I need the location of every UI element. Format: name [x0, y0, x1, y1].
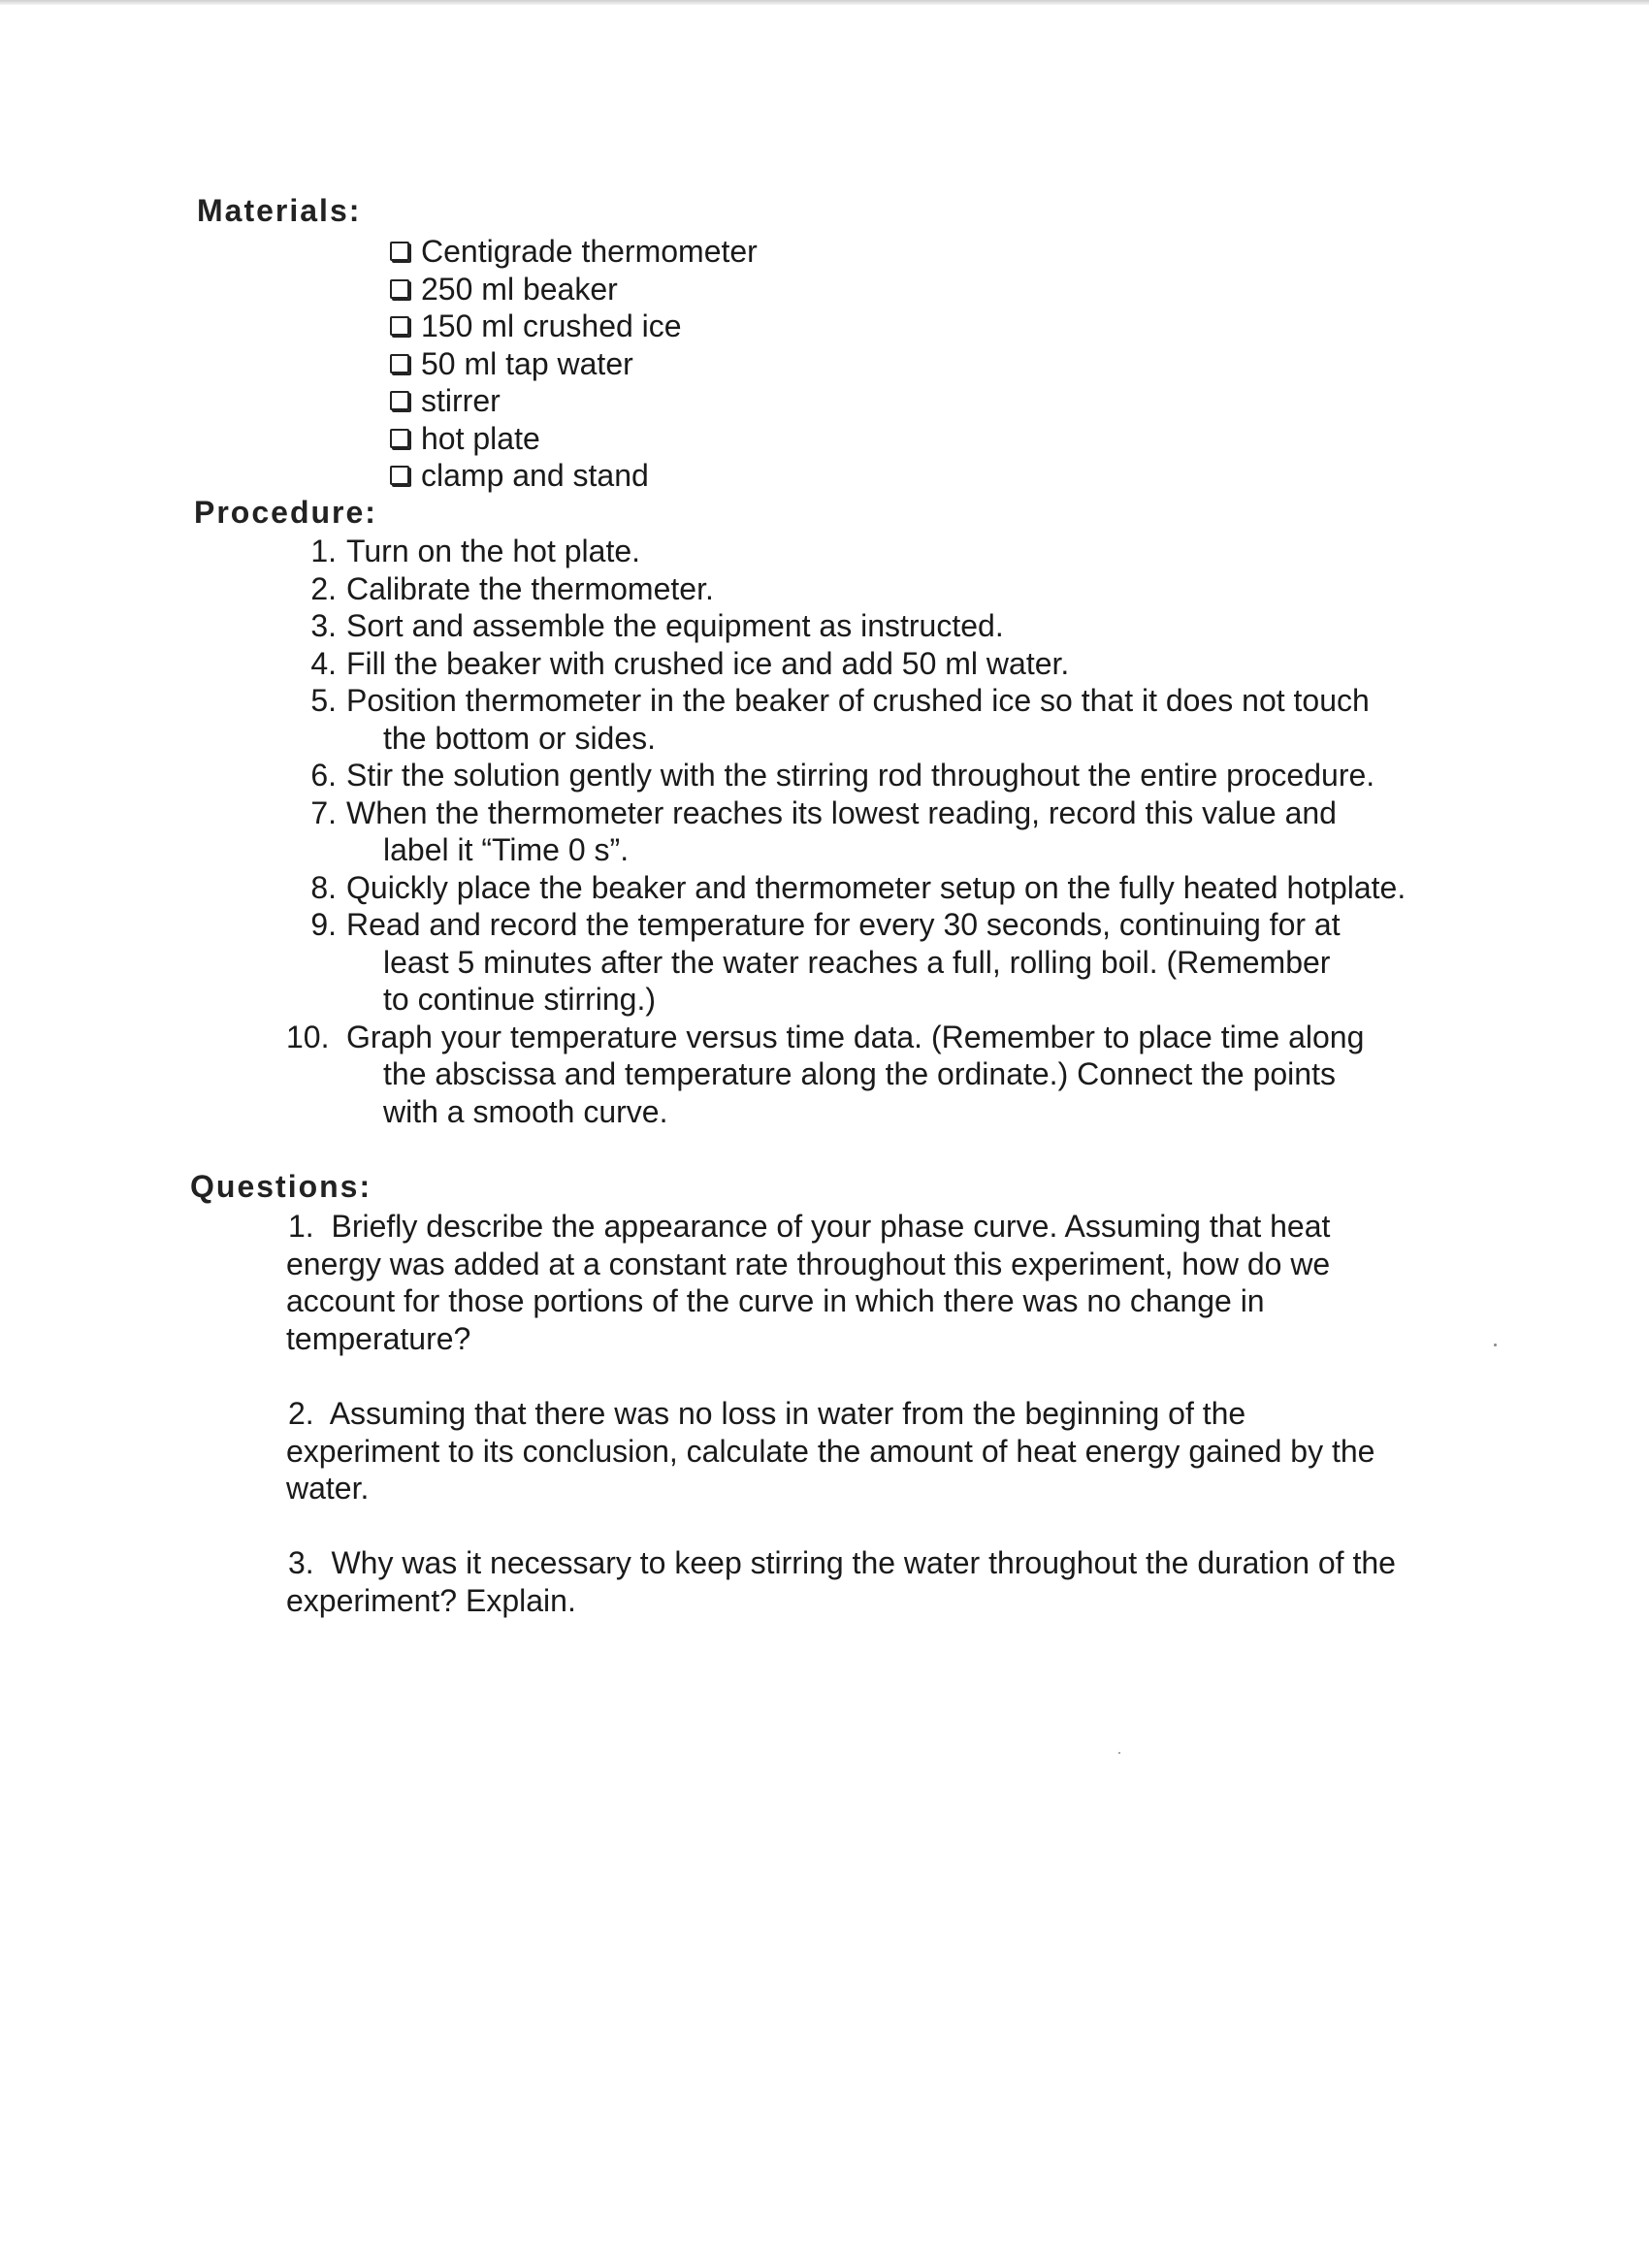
step-text: Turn on the hot plate.: [346, 534, 641, 568]
question-text: Briefly describe the appearance of your phase curve. Assuming that heat: [331, 1209, 1331, 1244]
procedure-heading: Procedure:: [194, 495, 377, 530]
material-label: 50 ml tap water: [421, 345, 633, 381]
step-text-continued: with a smooth curve.: [383, 1093, 668, 1129]
material-item: [390, 457, 758, 495]
step-text: When the thermometer reaches its lowest reading, record this value and: [346, 794, 1337, 830]
question-number: 2.: [288, 1396, 314, 1431]
step-text: Graph your temperature versus time data. (Remember to place time along: [346, 1019, 1365, 1054]
step-text: Calibrate the thermometer.: [346, 570, 714, 606]
material-item: [390, 420, 758, 458]
procedure-step: [286, 570, 1406, 608]
procedure-step: [286, 682, 1406, 757]
checkbox-icon: [390, 279, 409, 299]
step-number: 8.: [310, 869, 337, 905]
checkbox-icon: [390, 354, 409, 373]
questions-heading: Questions:: [190, 1169, 372, 1204]
question-item: [286, 1544, 1396, 1619]
question-text-continued: energy was added at a constant rate throughout this experiment, how do we: [286, 1246, 1331, 1281]
question-text-continued: account for those portions of the curve in which there was no change in: [286, 1283, 1265, 1318]
step-number: 9.: [310, 907, 337, 942]
material-label: hot plate: [421, 420, 540, 456]
step-text: Fill the beaker with crushed ice and add 50 ml water.: [346, 645, 1070, 681]
step-number: 4.: [310, 645, 337, 681]
material-label: 150 ml crushed ice: [421, 308, 682, 343]
checkbox-icon: [390, 316, 409, 336]
procedure-step: [286, 757, 1406, 794]
question-text-continued: experiment to its conclusion, calculate the amount of heat energy gained by the: [286, 1433, 1375, 1469]
step-text-continued: the abscissa and temperature along the ordinate.) Connect the points: [383, 1056, 1336, 1091]
material-label: stirrer: [421, 383, 501, 418]
procedure-step: [286, 1019, 1406, 1131]
step-text: Quickly place the beaker and thermometer setup on the fully heated hotplate.: [346, 869, 1406, 905]
procedure-step: [286, 645, 1406, 683]
question-text-continued: temperature?: [286, 1320, 471, 1356]
procedure-step: [286, 906, 1406, 1019]
question-text: Why was it necessary to keep stirring the water throughout the duration of the: [331, 1545, 1396, 1580]
material-label: Centigrade thermometer: [421, 234, 758, 269]
step-text: Position thermometer in the beaker of crushed ice so that it does not touch: [346, 683, 1370, 718]
question-item: [286, 1395, 1374, 1507]
checkbox-icon: [390, 429, 409, 448]
procedure-step: [286, 794, 1406, 869]
step-text-continued: least 5 minutes after the water reaches a full, rolling boil. (Remember: [383, 944, 1331, 980]
procedure-step: [286, 607, 1406, 645]
step-number: 5.: [310, 683, 337, 718]
step-number: 1.: [310, 534, 337, 568]
step-text-continued: to continue stirring.): [383, 982, 657, 1017]
step-number: 7.: [310, 794, 337, 830]
materials-list: [390, 233, 758, 495]
material-item: [390, 271, 758, 308]
material-label: 250 ml beaker: [421, 271, 618, 307]
question-text-continued: experiment? Explain.: [286, 1582, 576, 1618]
step-number: 2.: [310, 570, 337, 606]
step-number: 6.: [310, 758, 337, 793]
question-text-continued: water.: [286, 1471, 370, 1506]
materials-heading: Materials:: [197, 193, 362, 228]
scan-speck: [1118, 1752, 1120, 1754]
question-text: Assuming that there was no loss in water from the beginning of the: [329, 1396, 1246, 1431]
procedure-step: [286, 533, 1406, 570]
checkbox-icon: [390, 242, 409, 261]
step-number: 10.: [286, 1019, 330, 1054]
step-text: Stir the solution gently with the stirring rod throughout the entire procedure.: [346, 758, 1375, 793]
scan-speck: [1494, 1344, 1497, 1346]
question-number: 1.: [288, 1209, 314, 1244]
question-number: 3.: [288, 1545, 314, 1580]
procedure-step: [286, 869, 1406, 907]
checkbox-icon: [390, 391, 409, 410]
material-label: clamp and stand: [421, 458, 649, 493]
step-number: 3.: [310, 608, 337, 643]
step-text-continued: the bottom or sides.: [383, 720, 657, 756]
material-item: [390, 233, 758, 271]
question-item: [286, 1208, 1330, 1357]
checkbox-icon: [390, 466, 409, 485]
material-item: [390, 382, 758, 420]
step-text-continued: label it “Time 0 s”.: [383, 832, 630, 867]
material-item: [390, 308, 758, 345]
step-text: Read and record the temperature for every 30 seconds, continuing for at: [346, 907, 1341, 942]
material-item: [390, 345, 758, 383]
procedure-list: [286, 533, 1406, 1130]
step-text: Sort and assemble the equipment as instructed.: [346, 608, 1004, 643]
